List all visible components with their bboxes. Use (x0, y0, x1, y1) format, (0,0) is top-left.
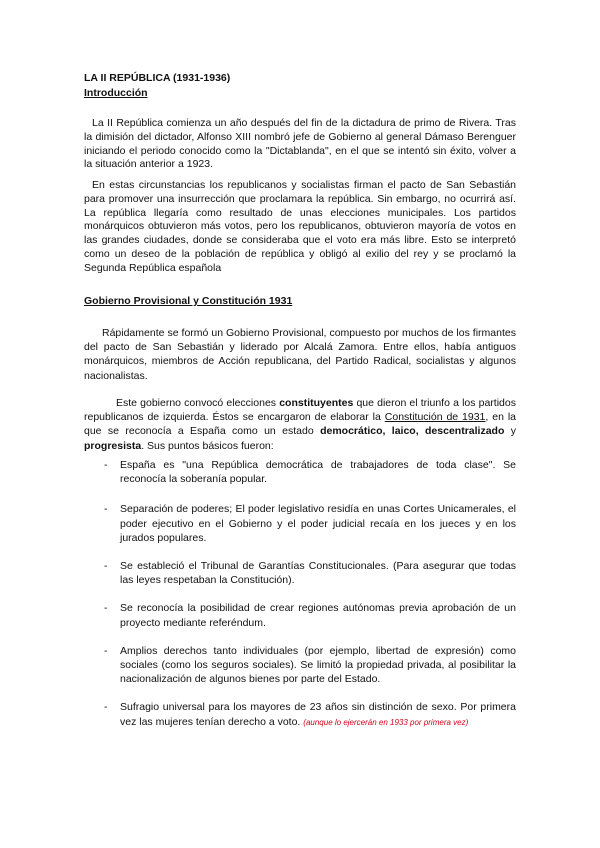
list-item-text: España es "una República democrática de trabajadores de toda clase". Se reconocía la soberanía popular. (120, 459, 516, 486)
constituyentes-bold: constituyentes (279, 397, 354, 409)
elections-text-5: . Sus puntos básicos fueron: (141, 439, 274, 452)
state-attributes-bold: democrático, laico, descentralizado (320, 425, 505, 438)
list-item-text: Sufragio universal para los mayores de 23 años sin distinción de sexo. Por primera vez las mujeres tenían derecho a voto. (120, 701, 516, 728)
list-item-text: Amplios derechos tanto individuales (por ejemplo, libertad de expresión) como sociales (como los seguros sociales). Se limitó la propiedad privada, al posibilitar la nacionalización de algunos bienes por parte del Estado. (120, 644, 516, 686)
list-item-text: Se estableció el Tribunal de Garantías Constitucionales. (Para asegurar que todas las leyes respetaban la Constitución). (120, 560, 516, 587)
bullet-dash: - (104, 644, 108, 657)
page-title: LA II REPÚBLICA (1931-1936) (84, 72, 231, 84)
bullet-dash: - (104, 602, 108, 615)
list-item-text: Separación de poderes; El poder legislativo residía en unas Cortes Unicamerales, el poder ejecutivo en el Gobierno y el poder judicial recaía en los jueces y en los jurados populares. (120, 503, 516, 544)
list-item (104, 644, 516, 687)
red-note: (aunque lo ejercerán en 1933 por primera vez) (303, 717, 469, 727)
bullet-dash: - (104, 560, 108, 573)
list-item (104, 601, 516, 629)
intro-paragraph-1: La II República comienza un año después del fin de la dictadura de primo de Rivera. Tras la dimisión del dictador, Alfonso XIII nombró jefe de Gobierno al general Dámaso Berenguer iniciando el periodo conocido como la "Dictablanda", en el que se intentó sin éxito, volver a la situación anterior a 1923. (84, 117, 516, 171)
progresista-bold: progresista (84, 439, 142, 452)
elections-text-4: y (504, 425, 516, 438)
section-heading: Gobierno Provisional y Constitución 1931 (84, 295, 293, 307)
constitution-points-list (104, 458, 516, 744)
elections-paragraph (84, 396, 516, 453)
bullet-dash: - (104, 459, 108, 471)
elections-text-1: Este gobierno convocó elecciones (116, 397, 280, 409)
list-item (104, 502, 516, 545)
bullet-dash: - (104, 701, 108, 714)
list-item-text: Se reconocía la posibilidad de crear regiones autónomas previa aprobación de un proyecto mediante referéndum. (120, 602, 516, 629)
intro-heading: Introducción (84, 87, 148, 99)
constitution-link[interactable]: Constitución de 1931 (384, 411, 486, 424)
provisional-government-paragraph: Rápidamente se formó un Gobierno Provisional, compuesto por muchos de los firmantes del pacto de San Sebastián y liderado por Alcalá Zamora. Entre ellos, había antiguos monárquicos, miembros de Acción republicana, del Partido Radical, socialistas y algunos nacionalistas. (84, 327, 516, 382)
elections-text-2: que dieron el triunfo a los partidos republicanos de izquierda. Éstos se encargaron de elaborar la (84, 397, 516, 424)
elections-text-3: , en la que se reconocía a España como un estado (84, 411, 516, 438)
bullet-dash: - (104, 503, 108, 516)
list-item (104, 559, 516, 587)
intro-paragraph-2: En estas circunstancias los republicanos y socialistas firman el pacto de San Sebastián para promover una insurrección que proclamara la república. Sin embargo, no ocurrirá así. La república llegaría como resultado de unas elecciones municipales. Los partidos monárquicos obtuvieron más votos, pero los republicanos, obtuvieron mayoría de votos en las grandes ciudades, donde se consideraba que el voto era más libre. Esto se interpretó como un deseo de la población de república y obligó al exilio del rey y se proclamó la Segunda República española (84, 179, 516, 274)
list-item (104, 700, 516, 729)
list-item (104, 458, 516, 486)
